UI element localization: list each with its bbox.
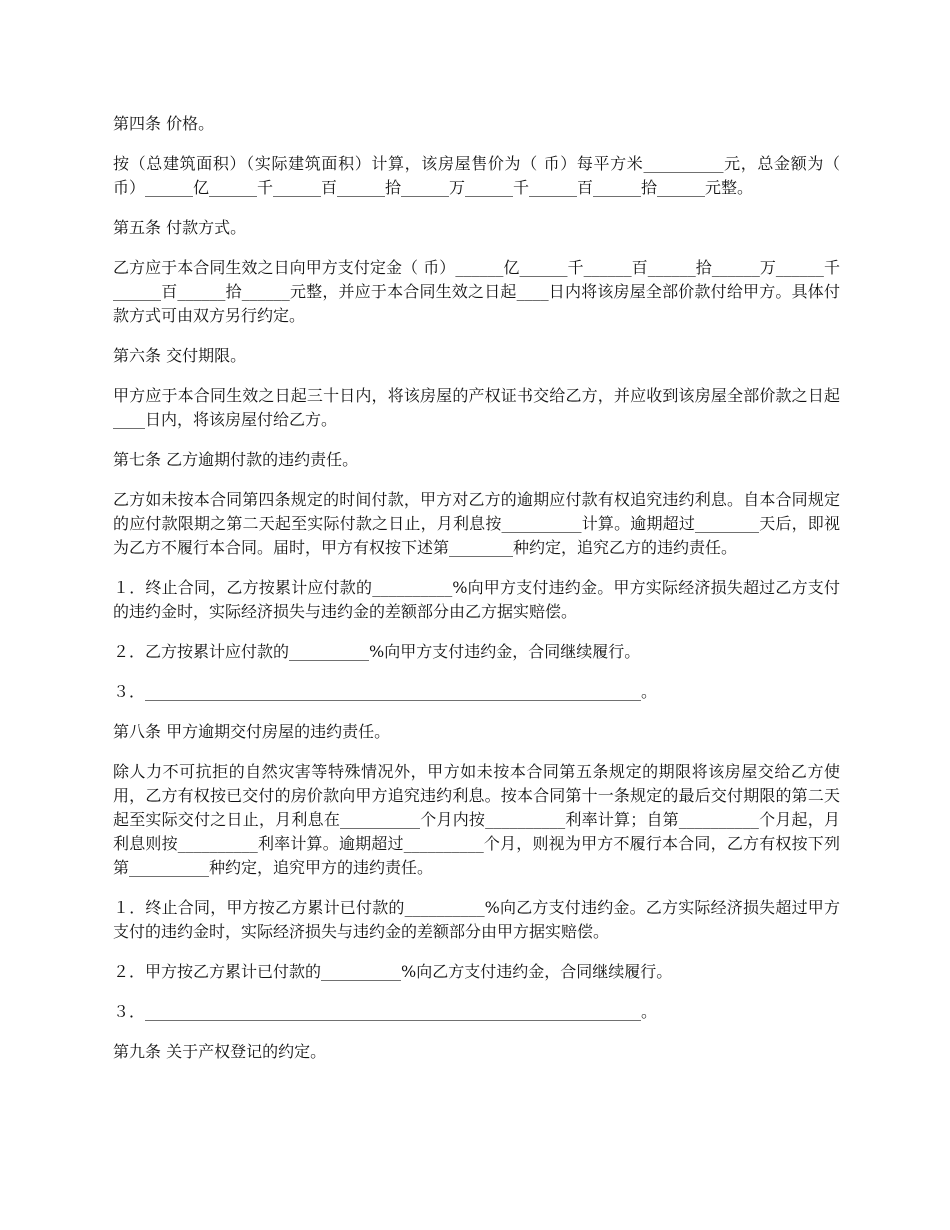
article-9-heading: 第九条 关于产权登记的约定。	[113, 1042, 327, 1061]
article-5-body: 乙方应于本合同生效之日向甲方支付定金（ 币）______亿______千______百______拾______万______千______百______拾______元整，并应于本合同生效之日起____日内将该房屋全部价款付给甲方。具体付款方式可由双方另行约定。	[113, 258, 840, 325]
article-6-heading: 第六条 交付期限。	[113, 346, 247, 365]
article-8-body: 除人力不可抗拒的自然灾害等特殊情况外，甲方如未按本合同第五条规定的期限将该房屋交给乙方使用，乙方有权按已交付的房价款向甲方追究违约利息。按本合同第十一条规定的最后交付期限的第二天起至实际交付之日止，月利息在__________个月内按__________利率计算；自第__________个月起，月利息则按__________利率计算。逾期超过__________个月，则视为甲方不履行本合同，乙方有权按下列第__________种约定，追究甲方的违约责任。	[113, 762, 840, 877]
article-8-item-1: １．终止合同，甲方按乙方累计已付款的__________%向乙方支付违约金。乙方实际经济损失超过甲方支付的违约金时，实际经济损失与违约金的差额部分由甲方据实赔偿。	[113, 898, 840, 941]
article-8-heading: 第八条 甲方逾期交付房屋的违约责任。	[113, 722, 391, 741]
article-5-heading: 第五条 付款方式。	[113, 218, 247, 237]
article-8-item-3: ３．______________________________________________________________。	[113, 1002, 658, 1021]
article-7-item-1: １．终止合同，乙方按累计应付款的__________%向甲方支付违约金。甲方实际经济损失超过乙方支付的违约金时，实际经济损失与违约金的差额部分由乙方据实赔偿。	[113, 578, 840, 621]
article-4-heading: 第四条 价格。	[113, 114, 215, 133]
article-7-heading: 第七条 乙方逾期付款的违约责任。	[113, 450, 359, 469]
article-7-body: 乙方如未按本合同第四条规定的时间付款，甲方对乙方的逾期应付款有权追究违约利息。自本合同规定的应付款限期之第二天起至实际付款之日止，月利息按__________计算。逾期超过________天后，即视为乙方不履行本合同。届时，甲方有权按下述第________种约定，追究乙方的违约责任。	[113, 490, 840, 557]
article-6-body: 甲方应于本合同生效之日起三十日内，将该房屋的产权证书交给乙方，并应收到该房屋全部价款之日起____日内，将该房屋付给乙方。	[113, 386, 840, 429]
article-8-item-2: ２．甲方按乙方累计已付款的__________%向乙方支付违约金，合同继续履行。	[113, 962, 673, 981]
article-4-body: 按（总建筑面积）（实际建筑面积）计算，该房屋售价为（ 币）每平方米__________元，总金额为（ 币）______亿______千______百______拾______万______千______百______拾______元整。	[113, 154, 840, 197]
article-7-item-2: ２．乙方按累计应付款的__________%向甲方支付违约金，合同继续履行。	[113, 642, 641, 661]
article-7-item-3: ３．______________________________________________________________。	[113, 682, 658, 701]
